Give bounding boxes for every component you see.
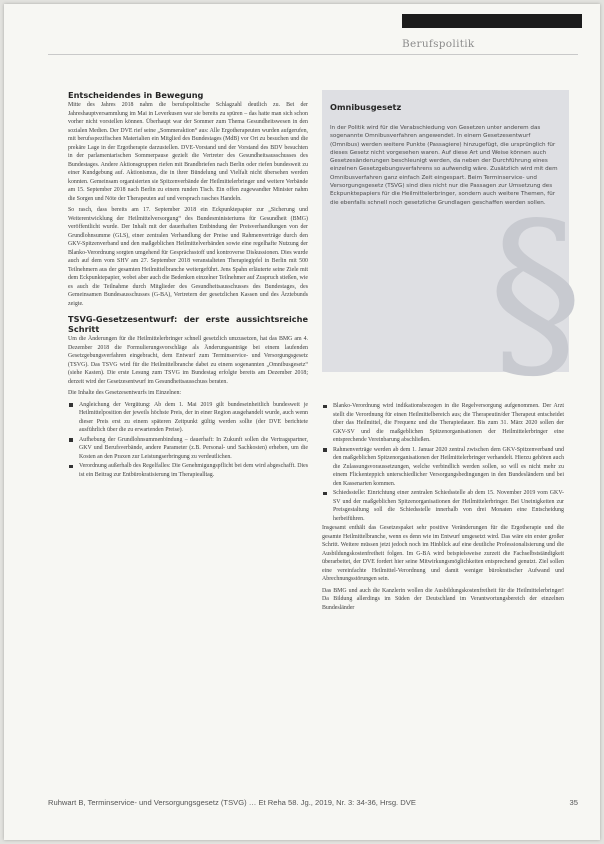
left-column: [68, 90, 308, 480]
right-column: [322, 400, 564, 615]
list-item: Aufhebung der Grundlohnsummenbindung – dauerhaft: In Zukunft sollen die Vertragspartner, GKV und Berufsverbände, andere Parameter (z.B. Personal- und Sachkosten) erheben, um die Kosten an den Praxen zur Leistungserbringung zu verdeutlichen.: [68, 436, 308, 462]
paragraph: Mitte des Jahres 2018 nahm die berufspolitische Schlagzahl deutlich zu. Bei der Jahreshauptversammlung im Mai in Leverkusen war sie bereits zu spüren – das hatte man sich schon vorher nicht vorstellen können. Überhaupt war der Sommer zum Thema Gesundheitswesen in den sozialen Medien. Der DVE rief seine „Sommeraktion“ aus: Alle Ergotherapeuten wurden aufgerufen, mit berufsspezifischen Materialien ein Mitglied des Bundestages (MdB) vor Ort zu besuchen und die prekäre Lage in der Ergotherapie darzustellen. DVE-Vorstand und der Vorstand des BDV besuchten in der parlamentarischen Sommerpause gezielt die Vertreter des Gesundheitsausschusses des Bundestages. Andere Aktionsgruppen riefen mit Brandbriefen nach Berlin oder riefen bundesweit zu einer Kundgebung auf. Aktionismus, die in ihrer Bündelung und Vielfalt nicht übersehen werden konnten. Gemeinsam organisierten sie Spitzenverbände der Heilmittelerbringer und weitere Verbände am 15. September 2018 nach Berlin zu einem runden Tisch. Ein offen zugewandter Minister nahm die Sorgen und Nöte der Therapeuten auf und versprach rasches Handeln.: [68, 102, 308, 202]
bullet-list: [322, 402, 564, 523]
page-footer: [48, 798, 578, 807]
paragraph: Die Inhalte des Gesetzesentwurfs im Einzelnen:: [68, 390, 182, 396]
heading-tsvg: TSVG-Gesetzesentwurf: der erste aussichtsreiche Schritt: [68, 314, 308, 334]
list-item: Rahmenverträge werden ab dem 1. Januar 2020 zentral zwischen dem GKV-Spitzenverband und den maßgeblichen Spitzenorganisationen der Heilmittelerbringer verhandelt. Hierzu gehören auch die Zulassungsvoraussetzungen, welche verbindlich werden sollen, so will es nicht mehr zu einem Flickenteppich unterschiedlicher Versorgungsbedingungen in den Bundesländern und bei den Kassenarten kommen.: [322, 446, 564, 489]
paragraph: Das BMG und auch die Kanzlerin wollen die Ausbildungskostenfreiheit für die Heilmittelerbringer! Da Bildung allerdings im Süden der Deutschland im Verantwortungsbereich der einzelnen Bundesländer: [322, 587, 564, 611]
list-item: Verordnung außerhalb des Regelfalles: Die Genehmigungspflicht bei dem wird abgeschafft. Dies ist ein Beitrag zur Entbürokratisierung im Therapiealltag.: [68, 462, 308, 479]
box-text: In der Politik wird für die Verabschiedung von Gesetzen unter anderem das sogenannte Omnibusverfahren angewendet. In einem Gesetzesentwurf (Omnibus) werden weitere Punkte (Passagiere) hinzugefügt, die ursprünglich für dieses Gesetz nicht vorgesehen waren. Auf diese Art und Weise können auch Gesetzesänderungen beschleunigt werden, da neben der Durchführung eines einzelnen Gesetzgebungsverfahrens so aufwendig wäre. Zusätzlich wird mit dem Omnibusverfahren ganz einfach Zeit eingespart. Beim Terminservice- und Versorgungsgesetz (TSVG) sind dies nicht nur die Passagen zur Umsetzung des Eckpunktepapiers für die Heilmittelerbringer, sondern auch weitere Themen, für die ebenfalls schnell noch gesetzliche Grundlagen geschaffen werden sollen.: [330, 125, 558, 206]
list-item: Blanko-Verordnung wird indikationsbezogen in die Regelversorgung aufgenommen. Der Arzt stellt die Verordnung für einen Heilmittelbereich aus; die Therapeutin/der Therapeut entscheidet über das Heilmittel, die Frequenz und die Therapiedauer. Bis zum 31. März 2020 sollen der GKV-SV und die maßgeblichen Spitzenorganisationen der Heilmittelerbringer eine entsprechende Vereinbarung abschließen.: [322, 402, 564, 445]
bullet-list: [68, 401, 308, 480]
document-page: [4, 4, 600, 840]
omnibus-info-box: [322, 90, 583, 403]
list-item: Angleichung der Vergütung: Ab dem 1. Mai 2019 gilt bundeseinheitlich bundesweit je Heilmittelposition der jeweils höchste Preis, der in einer Region ausgehandelt wurde, auch wenn dieser Preis erst zu einem späteren Zeitpunkt gültig werden sollte (der DVE berichtete ausführlich über die zu erwartenden Preise).: [68, 401, 308, 435]
list-item: Schiedsstelle: Einrichtung einer zentralen Schiedsstelle ab dem 15. November 2019 vom GKV-SV und der maßgeblichen Spitzenorganisationen der Heilmittelerbringer. Bei Uneinigkeiten zur Preisgestaltung soll die Schiedsstelle innerhalb von drei Monaten eine Entscheidung herbeiführen.: [322, 489, 564, 523]
heading-entscheidendes: Entscheidendes in Bewegung: [68, 90, 204, 100]
page-number: 35: [569, 798, 578, 807]
paragraph: Um die Änderungen für die Heilmittelerbringer schnell gesetzlich umzusetzen, hat das BMG am 4. Dezember 2018 die Formulierungsvorschläge als Änderungsanträge bei einem laufenden Gesetzgebungsverfahren eingebracht, dem Entwurf zum Terminservice- und Versorgungsgesetz (TSVG). Das TSVG wird für die Heilmittelbranche dabei zu einem sogenannten „Omnibusgesetz“ (siehe Kasten). Die erste Lesung zum TSVG im Bundestag erfolgte bereits am Dezember 2018; derzeit wird der Gesetzesentwurf im Gesundheitsausschuss beraten.: [68, 336, 308, 385]
footer-citation: Ruhwart B, Terminservice- und Versorgungsgesetz (TSVG) … Et Reha 58. Jg., 2019, Nr. 3: 34-36, Hrsg. DVE: [48, 798, 416, 807]
paragraph-symbol-icon: §: [488, 182, 583, 403]
section-label: Berufspolitik: [402, 38, 475, 50]
header-divider: [48, 54, 578, 55]
paragraph: Insgesamt enthält das Gesetzespaket sehr positive Veränderungen für die Ergotherapie und die gesamte Heilmittelbranche, wenn es denn wie im Entwurf umgesetzt wird. Das wäre ein erster großer Schritt. Weitere müssen jetzt jedoch noch im Hinblick auf eine deutliche Professionalisierung und die Ausbildungskostenfreiheit folgen. Im G-BA wird beispielsweise zurzeit die Fachselbstständigkeit überarbeitet, der DVE fordert hier seine Mitwirkungsmöglichkeiten entsprechend genutzt. Ziel sollen eine vereinfachte Heilmittel-Verordnung und damit weniger bürokratischer Aufwand und Abrechnungsstörungen sein.: [322, 525, 564, 582]
box-title: Omnibusgesetz: [330, 102, 402, 112]
paragraph: So rasch, dass bereits am 17. September 2018 ein Eckpunktepapier zur „Sicherung und Weiterentwicklung der Heilmittelversorgung“ des Bundesministeriums für Gesundheit (BMG) veröffentlicht wurde. Der Inhalt mit der dauerhaften Entbindung der Preisverhandlungen von der Grundlohnsumme (GLS), einer zentralen Verhandlung der Preise und Rahmenverträge durch den GKV-Spitzenverband und den maßgeblichen Heilmittelverbänden sowie eine regelhafte Nutzung der Blanko-Verordnung sorgten umgehend für Gesprächsstoff und kontroverse Diskussionen. Dies wurde auch auf dem vom SHV am 27. September 2018 veranstalteten Therapiegipfel in Berlin mit 500 Teilnehmern aus der gesamten Heilmittelbranche weitergeführt. Jens Spahn erläuterte seine Ziele mit dem Eckpunktepapier, wobei aber auch die Bedenken einzelner Teilnehmer auf Zuspruch stießen, wie es auch die Teilnahme durch Mitglieder des Gesundheitsausschusses des Bundestages, des Gemeinsamen Bundesausschusses (G-BA), Vertretern der gesetzlichen Kassen und des Ärztebunds zeigte.: [68, 207, 309, 307]
header-bar: [402, 14, 582, 28]
